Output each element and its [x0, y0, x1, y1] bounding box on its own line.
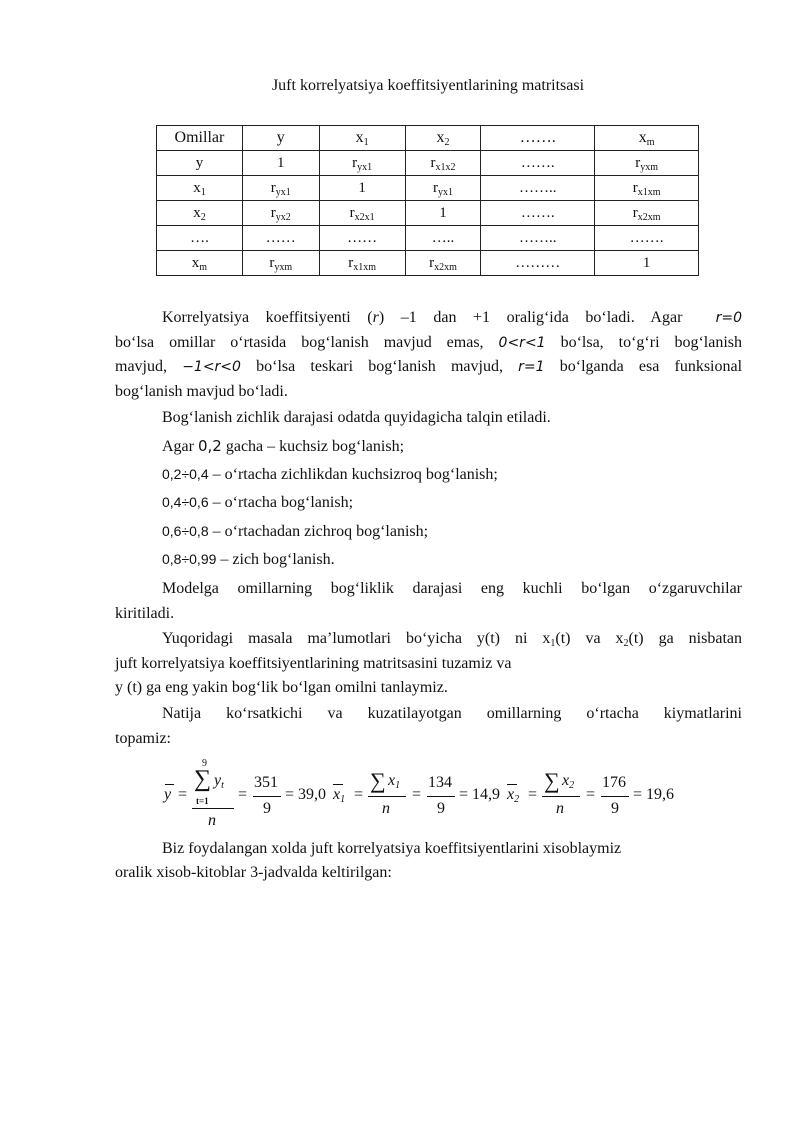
- table-cell: …….: [481, 201, 595, 226]
- table-cell: $r_{yx2}$: [242, 201, 319, 226]
- paragraph-correlation-range: [115, 306, 742, 404]
- result-y-mean: = 39,0: [285, 786, 327, 803]
- density-line: 0,4÷0,6 – o‘rtacha bog‘lanish;: [162, 494, 354, 511]
- density-line: 0,2÷0,4 – o‘rtacha zichlikdan kuchsizroq bog‘lanish;: [162, 466, 498, 483]
- text-line: Natija ko‘rsatkichi va kuzatilayotgan omillarning o‘rtacha kiymatlarini: [162, 705, 742, 722]
- table-cell: 1: [319, 176, 405, 201]
- table-cell: $r_{yx1}$: [319, 151, 405, 176]
- y-mean-symbol: y: [164, 786, 172, 803]
- table-row: [157, 151, 699, 176]
- fraction-denominator: n: [208, 812, 216, 829]
- table-cell: …….: [481, 151, 595, 176]
- sum-sign: ∑: [370, 768, 386, 793]
- result-x2-mean: = 19,6: [633, 786, 675, 803]
- text-line: bog‘lanish mavjud bo‘ladi.: [115, 382, 288, 400]
- table-cell: $r_{x2x1}$: [319, 201, 405, 226]
- table-cell: $r_{yxm}$: [242, 251, 319, 276]
- table-cell: 1: [405, 201, 481, 226]
- page-title: Juft korrelyatsiya koeffitsiyentlarining matritsasi: [271, 77, 585, 94]
- row-head-cell: y: [157, 151, 243, 176]
- fraction-denominator: 9: [611, 800, 619, 817]
- paragraph-calculation-line1: Biz foydalangan xolda juft korrelyatsiya koeffitsiyentlarini xisoblaymiz: [162, 840, 622, 857]
- paragraph-density: Bog‘lanish zichlik darajasi odatda quyidagicha talqin etiladi.: [162, 409, 551, 426]
- result-x1-mean: = 14,9: [459, 786, 501, 803]
- table-cell: ……..: [481, 176, 595, 201]
- table-cell: $r_{x1xm}$: [319, 251, 405, 276]
- text-line: y (t) ga eng yakin bog‘lik bo‘lgan omilni tanlaymiz.: [115, 679, 448, 697]
- fraction-numerator: 351: [254, 774, 278, 791]
- density-line: 0,8÷0,99 – zich bog‘lanish.: [162, 551, 335, 568]
- table-cell: $r_{x2xm}$: [405, 251, 481, 276]
- equals-sign: =: [412, 786, 422, 803]
- overbar: [507, 784, 517, 785]
- sum-upper-limit: 9: [202, 758, 207, 769]
- fraction-denominator: n: [556, 800, 564, 817]
- table-header-row: [157, 126, 699, 151]
- paragraph-averages: [115, 702, 742, 751]
- fraction-denominator: n: [382, 800, 390, 817]
- paragraph-model: [115, 577, 742, 626]
- density-line-weak: Agar 0,2 gacha – kuchsiz bog‘lanish;: [162, 437, 405, 455]
- table-cell: $r_{yxm}$: [595, 151, 699, 176]
- sum-sign: ∑: [544, 768, 560, 793]
- fraction-numerator: 134: [428, 774, 452, 791]
- sum-term: $y_t$: [214, 772, 224, 791]
- row-head-cell: $x_1$: [157, 176, 243, 201]
- paragraph-calculation-line2: oralik xisob-kitoblar 3-jadvalda keltirilgan:: [115, 864, 392, 881]
- fraction-bar: [542, 796, 580, 797]
- header-cell: $x_1$: [319, 126, 405, 151]
- equals-sign: =: [528, 786, 538, 803]
- fraction-numerator: 176: [602, 774, 626, 791]
- equals-sign: =: [586, 786, 596, 803]
- sum-term: $x_2$: [562, 772, 575, 791]
- header-cell: y: [242, 126, 319, 151]
- fraction-denominator: 9: [437, 800, 445, 817]
- fraction-bar: [368, 796, 406, 797]
- row-head-cell: $x_m$: [157, 251, 243, 276]
- fraction-bar: [427, 796, 455, 797]
- x1-mean-symbol: $x_1$: [333, 786, 346, 805]
- mean-values-formula: [150, 760, 710, 835]
- table-cell: …….: [595, 226, 699, 251]
- sum-lower-limit: t=1: [196, 796, 209, 806]
- table-row: [157, 176, 699, 201]
- density-line: 0,6÷0,8 – o‘rtachadan zichroq bog‘lanish;: [162, 523, 429, 540]
- x2-mean-symbol: $x_2$: [507, 786, 520, 805]
- fraction-bar: [192, 808, 234, 809]
- table-cell: $r_{yx1}$: [405, 176, 481, 201]
- table-cell: $r_{x1x2}$: [405, 151, 481, 176]
- text-line: mavjud, −1<r<0 bo‘lsa teskari bog‘lanish mavjud, r=1 bo‘lganda esa funksional: [115, 358, 743, 376]
- fraction-denominator: 9: [263, 800, 271, 817]
- table-row: [157, 201, 699, 226]
- row-head-cell: $x_2$: [157, 201, 243, 226]
- text-line: kiritiladi.: [115, 604, 175, 622]
- text-line: juft korrelyatsiya koeffitsiyentlarining matritsasini tuzamiz va: [115, 654, 512, 672]
- table-cell: $r_{x1xm}$: [595, 176, 699, 201]
- header-cell: $x_m$: [595, 126, 699, 151]
- table-cell: ……: [319, 226, 405, 251]
- row-head-cell: ….: [157, 226, 243, 251]
- fraction-bar: [601, 796, 629, 797]
- equals-sign: =: [178, 786, 188, 803]
- text-line: topamiz:: [115, 729, 171, 747]
- header-cell: Omillar: [157, 126, 243, 151]
- overbar: [333, 784, 343, 785]
- header-cell: $x_2$: [405, 126, 481, 151]
- text-line: Korrelyatsiya koeffitsiyenti (r) –1 dan +1 oralig‘ida bo‘ladi. Agar r=0: [162, 309, 742, 326]
- overbar: [165, 784, 174, 785]
- table-cell: 1: [595, 251, 699, 276]
- text-line: Modelga omillarning bog‘liklik darajasi eng kuchli bo‘lgan o‘zgaruvchilar: [162, 580, 742, 597]
- equals-sign: =: [354, 786, 364, 803]
- sum-sign: ∑: [194, 766, 212, 792]
- table-row: [157, 226, 699, 251]
- text-line: Yuqoridagi masala ma’lumotlari bo‘yicha y(t) ni $x_1(t)$ va $x_2(t)$ ga nisbatan: [162, 630, 742, 649]
- sum-term: $x_1$: [388, 772, 401, 791]
- table-cell: $r_{x2xm}$: [595, 201, 699, 226]
- table-cell: …..: [405, 226, 481, 251]
- correlation-matrix-table: [156, 125, 699, 276]
- paragraph-task: [115, 627, 742, 701]
- text-line: bo‘lsa omillar o‘rtasida bog‘lanish mavjud emas, 0<r<1 bo‘lsa, to‘g‘ri bog‘lanish: [115, 333, 743, 351]
- table-row: [157, 251, 699, 276]
- table-cell: ……..: [481, 226, 595, 251]
- table-cell: $r_{yx1}$: [242, 176, 319, 201]
- header-cell: …….: [481, 126, 595, 151]
- equals-sign: =: [238, 786, 248, 803]
- table-cell: ………: [481, 251, 595, 276]
- table-cell: 1: [242, 151, 319, 176]
- fraction-bar: [253, 796, 281, 797]
- table-cell: ……: [242, 226, 319, 251]
